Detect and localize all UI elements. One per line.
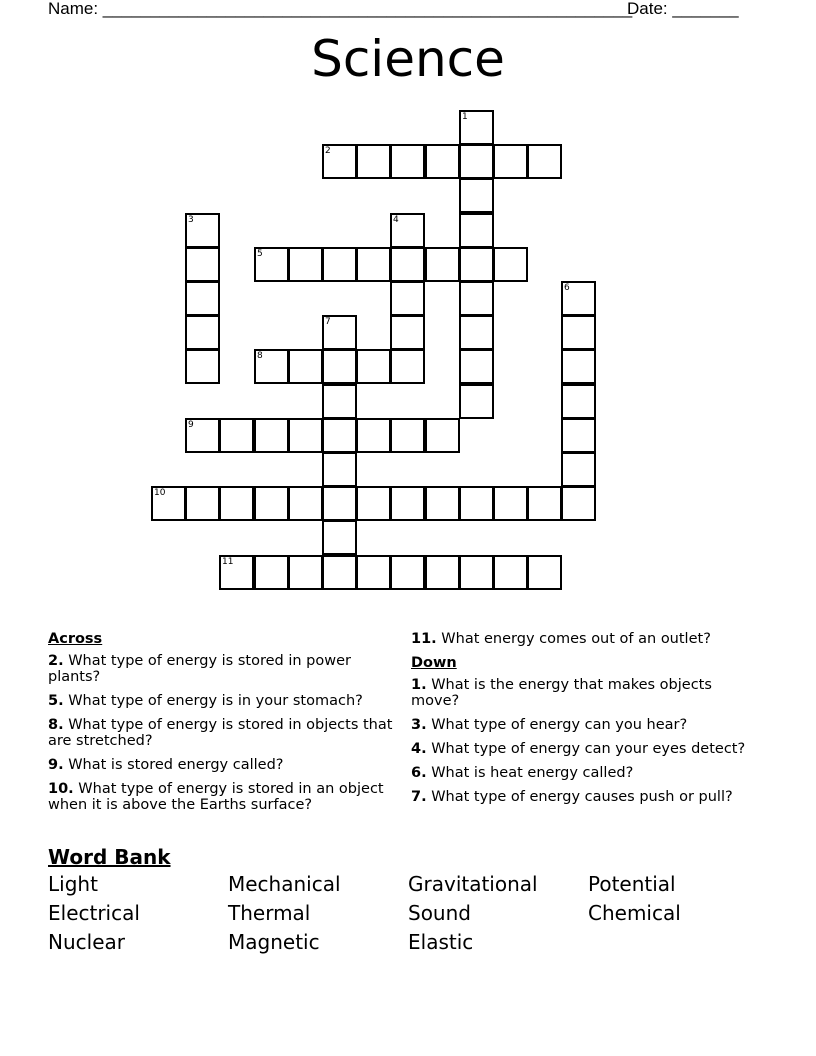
clue-number-label: 3. xyxy=(411,717,427,733)
grid-cell[interactable] xyxy=(185,213,220,248)
grid-cell[interactable] xyxy=(390,315,425,350)
grid-cell[interactable] xyxy=(390,486,425,521)
grid-cell[interactable] xyxy=(356,247,391,282)
clue-number: 5 xyxy=(257,249,263,259)
grid-cell[interactable] xyxy=(561,486,596,521)
grid-cell[interactable] xyxy=(254,418,289,453)
clue-text: What type of energy is stored in an object when it is above the Earths surface? xyxy=(48,781,384,813)
clue-item xyxy=(48,757,400,773)
grid-cell[interactable] xyxy=(356,349,391,384)
grid-cell[interactable] xyxy=(185,418,220,453)
grid-cell[interactable] xyxy=(185,247,220,282)
clue-number-label: 9. xyxy=(48,757,64,773)
word-bank-word: Mechanical xyxy=(228,872,341,896)
grid-cell[interactable] xyxy=(493,555,528,590)
clue-text: What type of energy can your eyes detect? xyxy=(431,741,746,757)
grid-cell[interactable] xyxy=(527,486,562,521)
grid-cell[interactable] xyxy=(288,486,323,521)
grid-cell[interactable] xyxy=(288,555,323,590)
clue-number: 3 xyxy=(188,215,194,225)
grid-cell[interactable] xyxy=(561,418,596,453)
clues-right-column xyxy=(411,631,763,813)
grid-cell[interactable] xyxy=(322,349,357,384)
clue-number-label: 6. xyxy=(411,765,427,781)
clue-item xyxy=(48,653,400,685)
grid-cell[interactable] xyxy=(322,486,357,521)
grid-cell[interactable] xyxy=(254,555,289,590)
word-bank-word: Electrical xyxy=(48,901,140,925)
grid-cell[interactable] xyxy=(390,281,425,316)
grid-cell[interactable] xyxy=(185,281,220,316)
word-bank-word: Sound xyxy=(408,901,471,925)
clue-number: 7 xyxy=(325,317,331,327)
grid-cell[interactable] xyxy=(425,144,460,179)
grid-cell[interactable] xyxy=(185,315,220,350)
word-bank-word: Thermal xyxy=(228,901,311,925)
word-bank-word: Light xyxy=(48,872,98,896)
grid-cell[interactable] xyxy=(459,315,494,350)
grid-cell[interactable] xyxy=(322,144,357,179)
clue-text: What is heat energy called? xyxy=(431,765,634,781)
grid-cell[interactable] xyxy=(459,555,494,590)
grid-cell[interactable] xyxy=(322,418,357,453)
grid-cell[interactable] xyxy=(561,281,596,316)
clue-number-label: 8. xyxy=(48,717,64,733)
grid-cell[interactable] xyxy=(561,315,596,350)
clue-item xyxy=(48,717,400,749)
grid-cell[interactable] xyxy=(185,349,220,384)
grid-cell[interactable] xyxy=(254,486,289,521)
word-bank-word: Gravitational xyxy=(408,872,538,896)
clue-item xyxy=(411,677,763,709)
clue-number: 10 xyxy=(154,488,166,498)
grid-cell[interactable] xyxy=(390,418,425,453)
grid-cell[interactable] xyxy=(288,247,323,282)
grid-cell[interactable] xyxy=(527,144,562,179)
down-heading: Down xyxy=(411,655,457,671)
word-bank-word: Chemical xyxy=(588,901,681,925)
clue-text: What is the energy that makes objects move? xyxy=(411,677,712,709)
grid-cell[interactable] xyxy=(561,452,596,487)
clue-item xyxy=(411,765,763,781)
grid-cell[interactable] xyxy=(219,555,254,590)
across-clue-list-continued xyxy=(411,631,763,647)
clue-number: 4 xyxy=(393,215,399,225)
word-bank-word: Nuclear xyxy=(48,930,125,954)
clue-text: What type of energy can you hear? xyxy=(431,717,688,733)
clue-number: 1 xyxy=(462,112,468,122)
clue-item xyxy=(411,789,763,805)
word-bank-word: Elastic xyxy=(408,930,474,954)
grid-cell[interactable] xyxy=(425,418,460,453)
word-bank-title: Word Bank xyxy=(48,845,171,869)
grid-cell[interactable] xyxy=(322,247,357,282)
grid-cell[interactable] xyxy=(390,144,425,179)
clues-left-column xyxy=(48,631,400,821)
grid-cell[interactable] xyxy=(322,384,357,419)
grid-cell[interactable] xyxy=(322,452,357,487)
page-title: Science xyxy=(311,30,505,88)
grid-cell[interactable] xyxy=(390,349,425,384)
word-bank xyxy=(48,872,768,962)
grid-cell[interactable] xyxy=(459,384,494,419)
clue-item xyxy=(48,693,400,709)
clue-text: What type of energy is stored in objects that are stretched? xyxy=(48,717,393,749)
grid-cell[interactable] xyxy=(219,418,254,453)
grid-cell[interactable] xyxy=(493,247,528,282)
grid-cell[interactable] xyxy=(219,486,254,521)
name-line[interactable]: Name: ________________________________________________________ xyxy=(48,0,633,18)
clue-number: 6 xyxy=(564,283,570,293)
clue-item xyxy=(48,781,400,813)
across-clue-list xyxy=(48,653,400,813)
clue-item xyxy=(411,741,763,757)
clue-number: 2 xyxy=(325,146,331,156)
grid-cell[interactable] xyxy=(527,555,562,590)
clue-text: What type of energy is stored in power plants? xyxy=(48,653,351,685)
clue-text: What type of energy is in your stomach? xyxy=(68,693,363,709)
grid-cell[interactable] xyxy=(356,486,391,521)
clue-number-label: 1. xyxy=(411,677,427,693)
grid-cell[interactable] xyxy=(493,144,528,179)
grid-cell[interactable] xyxy=(493,486,528,521)
across-heading: Across xyxy=(48,631,103,647)
grid-cell[interactable] xyxy=(356,418,391,453)
clue-number-label: 4. xyxy=(411,741,427,757)
grid-cell[interactable] xyxy=(254,349,289,384)
date-line[interactable]: Date: _______ xyxy=(627,0,739,18)
grid-cell[interactable] xyxy=(390,247,425,282)
grid-cell[interactable] xyxy=(459,349,494,384)
grid-cell[interactable] xyxy=(561,349,596,384)
grid-cell[interactable] xyxy=(322,315,357,350)
grid-cell[interactable] xyxy=(459,144,494,179)
clue-number: 8 xyxy=(257,351,263,361)
grid-cell[interactable] xyxy=(322,520,357,555)
clue-number-label: 7. xyxy=(411,789,427,805)
clue-number-label: 5. xyxy=(48,693,64,709)
grid-cell[interactable] xyxy=(425,247,460,282)
grid-cell[interactable] xyxy=(459,281,494,316)
clue-text: What type of energy causes push or pull? xyxy=(431,789,733,805)
grid-cell[interactable] xyxy=(459,110,494,145)
clue-text: What energy comes out of an outlet? xyxy=(441,631,711,647)
grid-cell[interactable] xyxy=(459,178,494,213)
grid-cell[interactable] xyxy=(254,247,289,282)
grid-cell[interactable] xyxy=(356,144,391,179)
down-clue-list xyxy=(411,677,763,805)
grid-cell[interactable] xyxy=(356,555,391,590)
grid-cell[interactable] xyxy=(425,486,460,521)
clue-number-label: 11. xyxy=(411,631,437,647)
grid-cell[interactable] xyxy=(185,486,220,521)
clue-number-label: 10. xyxy=(48,781,74,797)
grid-cell[interactable] xyxy=(390,555,425,590)
clue-item xyxy=(411,631,763,647)
grid-cell[interactable] xyxy=(288,349,323,384)
clue-number: 11 xyxy=(222,557,234,567)
grid-cell[interactable] xyxy=(561,384,596,419)
grid-cell[interactable] xyxy=(459,486,494,521)
grid-cell[interactable] xyxy=(322,555,357,590)
clue-number: 9 xyxy=(188,420,194,430)
grid-cell[interactable] xyxy=(151,486,186,521)
word-bank-word: Potential xyxy=(588,872,676,896)
word-bank-word: Magnetic xyxy=(228,930,320,954)
clue-text: What is stored energy called? xyxy=(68,757,284,773)
grid-cell[interactable] xyxy=(288,418,323,453)
clue-number-label: 2. xyxy=(48,653,64,669)
grid-cell[interactable] xyxy=(390,213,425,248)
grid-cell[interactable] xyxy=(459,247,494,282)
grid-cell[interactable] xyxy=(459,213,494,248)
grid-cell[interactable] xyxy=(425,555,460,590)
clue-item xyxy=(411,717,763,733)
